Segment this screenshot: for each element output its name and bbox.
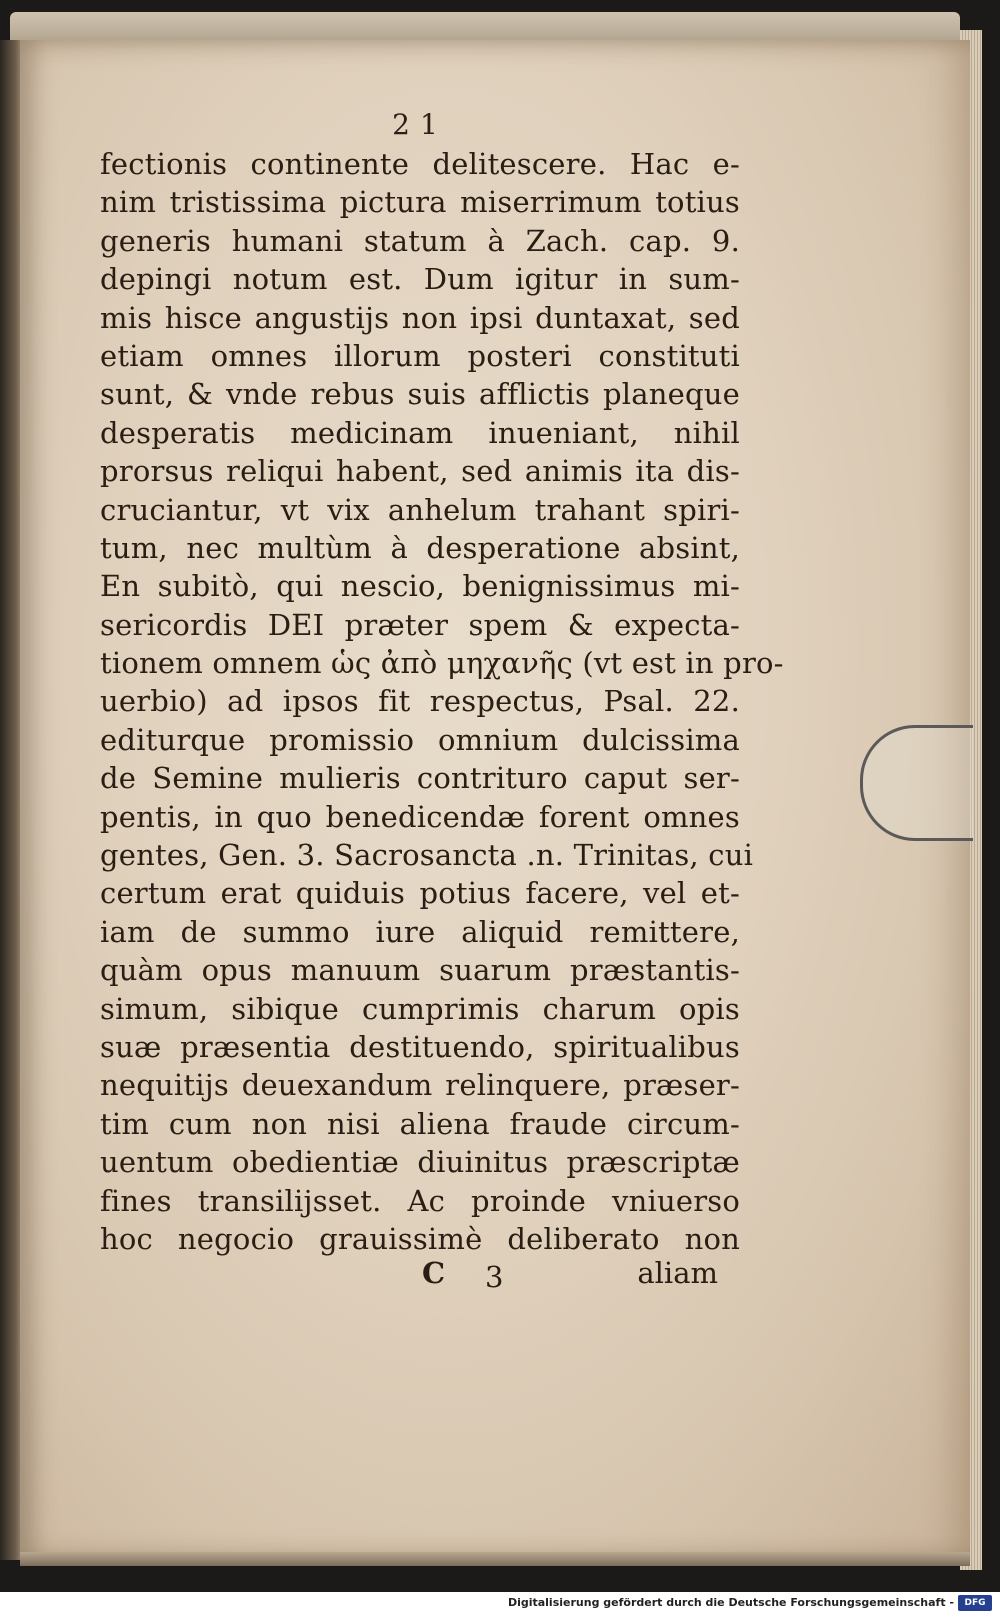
text-line: certum erat quiduis potius facere, vel et- [100, 876, 740, 911]
signature-mark: C [422, 1256, 446, 1290]
text-line: desperatis medicinam inueniant, nihil [100, 415, 740, 450]
text-line: pentis, in quo benedicendæ forent omnes [100, 799, 740, 834]
text-line: hoc negocio grauissimè deliberato non [100, 1221, 740, 1256]
text-line: uentum obedientiæ diuinitus præscriptæ [100, 1145, 740, 1180]
text-line: tionem omnem ὡς ἀπὸ μηχανῆς (vt est in pro- [100, 646, 784, 681]
text-line: generis humani statum à Zach. cap. 9. [100, 223, 740, 258]
page-bottom-edge [20, 1552, 970, 1566]
text-line: quàm opus manuum suarum præstantis- [100, 953, 740, 988]
text-line: depingi notum est. Dum igitur in sum- [100, 262, 740, 297]
text-line: nim tristissima pictura miserrimum totius [100, 185, 740, 220]
text-line: suæ præsentia destituendo, spiritualibus [100, 1029, 740, 1064]
page-catchline [100, 1256, 740, 1296]
text-line: editurque promissio omnium dulcissima [100, 722, 740, 757]
text-line: mis hisce angustijs non ipsi duntaxat, sed [100, 300, 740, 335]
catchword: aliam [637, 1256, 718, 1290]
text-line: tum, nec multùm à desperatione absint, [100, 530, 740, 565]
text-line: fectionis continente delitescere. Hac e- [100, 147, 740, 181]
text-line: prorsus reliqui habent, sed animis ita dis- [100, 454, 740, 489]
page-tab-clip [860, 725, 973, 841]
text-line: gentes, Gen. 3. Sacrosancta .n. Trinitas, cui [100, 838, 754, 873]
page-number: 21 [392, 108, 448, 141]
text-line: simum, sibique cumprimis charum opis [100, 991, 740, 1026]
footer-bar [0, 1592, 1000, 1618]
text-line: cruciantur, vt vix anhelum trahant spiri- [100, 492, 740, 527]
text-line: nequitijs deuexandum relinquere, præser- [100, 1068, 740, 1103]
signature-number: 3 [485, 1260, 504, 1294]
text-line: tim cum non nisi aliena fraude circum- [100, 1106, 740, 1141]
text-line: sericordis DEI præter spem & expecta- [100, 607, 740, 642]
text-line: En subitò, qui nescio, benignissimus mi- [100, 569, 740, 604]
text-line: uerbio) ad ipsos fit respectus, Psal. 22. [100, 684, 740, 719]
text-line: fines transilijsset. Ac proinde vniuerso [100, 1183, 740, 1218]
text-line: etiam omnes illorum posteri constituti [100, 338, 740, 373]
dfg-logo: DFG [958, 1595, 992, 1611]
text-line: de Semine mulieris contrituro caput ser- [100, 761, 740, 796]
text-line: sunt, & vnde rebus suis afflictis planeque [100, 377, 740, 412]
page-text-block [100, 145, 784, 1258]
footer-credit: Digitalisierung gefördert durch die Deutsche Forschungsgemeinschaft - [507, 1596, 954, 1609]
text-line: iam de summo iure aliquid remittere, [100, 914, 740, 949]
